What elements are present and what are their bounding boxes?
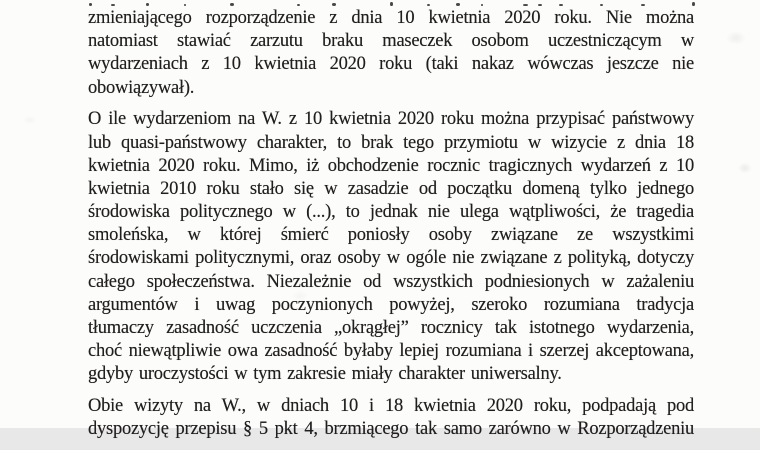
text-line: obowiązywał). <box>88 77 195 98</box>
clipped-glyph-remnant <box>692 2 695 6</box>
text-line: lub quasi-państwowy charakter, to brak tego przymiotu w wizycie z dnia 18 <box>88 132 694 153</box>
text-line: smoleńska, w której śmierć poniosły osoby związane ze wszystkimi <box>88 225 694 246</box>
clipped-glyph-remnant <box>600 4 603 6</box>
clipped-glyph-remnant <box>559 4 563 6</box>
text-line: natomiast stawiać zarzutu braku maseczek osobom uczestniczącym w <box>88 31 694 52</box>
clipped-glyph-remnant <box>427 4 430 6</box>
clipped-glyph-remnant <box>230 3 234 6</box>
text-line: całego społeczeństwa. Niezależnie od wszystkich podniesionych w zażaleniu <box>88 271 694 292</box>
text-line: tłumaczy zasadność uczczenia „okrągłej” rocznicy tak istotnego wydarzenia, <box>88 318 694 339</box>
clipped-glyph-remnant <box>89 3 92 6</box>
clipped-glyph-remnant <box>332 3 336 6</box>
clipped-glyph-remnant <box>111 4 115 6</box>
text-line: argumentów i uwag poczynionych powyżej, szeroko rozumiana tradycja <box>88 294 694 315</box>
text-line: wydarzeniach z 10 kwietnia 2020 roku (taki nakaz wówczas jeszcze nie <box>88 54 694 75</box>
text-line: O ile wydarzeniom na W. z 10 kwietnia 2020 roku można przypisać państwowy <box>88 109 694 130</box>
text-line: dyspozycję przepisu § 5 pkt 4, brzmiącego tak samo zarówno w Rozporządzeniu <box>88 419 694 440</box>
paragraph-3 <box>88 395 694 441</box>
clipped-glyph-remnant <box>456 3 460 6</box>
text-line: zmieniającego rozporządzenie z dnia 10 kwietnia 2020 roku. Nie można <box>88 8 694 28</box>
clipped-glyph-remnant <box>297 4 300 6</box>
text-line: kwietnia 2020 roku. Mimo, iż obchodzenie rocznic tragicznych wydarzeń z 10 <box>88 155 694 176</box>
text-line: Obie wizyty na W., w dniach 10 i 18 kwietnia 2020 roku, podpadają pod <box>88 396 694 417</box>
text-line: środowiska politycznego w (...), to jednak nie ulega wątpliwości, że tragedia <box>88 202 694 223</box>
clipped-glyph-remnant <box>390 2 393 6</box>
paragraph-2 <box>88 108 694 386</box>
clipped-line-remnants <box>88 0 694 7</box>
clipped-glyph-remnant <box>538 4 542 6</box>
text-line: gdyby uroczystości w tym zakresie miały charakter uniwersalny. <box>88 364 562 385</box>
text-column <box>88 0 694 450</box>
clipped-glyph-remnant <box>481 4 483 6</box>
clipped-glyph-remnant <box>523 4 528 6</box>
text-line: środowiskami politycznymi, oraz osoby w ogóle nie związane z polityką, dotyczy <box>88 248 694 269</box>
text-line: kwietnia 2010 roku stało się w zasadzie od początku domeną tylko jednego <box>88 178 694 199</box>
clipped-glyph-remnant <box>184 4 186 6</box>
paragraph-1 <box>88 7 694 100</box>
clipped-glyph-remnant <box>641 4 645 6</box>
document-body <box>88 7 694 442</box>
clipped-glyph-remnant <box>146 3 149 6</box>
text-line: choć niewątpliwie owa zasadność byłaby lepiej rozumiana i szerzej akceptowana, <box>88 341 694 362</box>
